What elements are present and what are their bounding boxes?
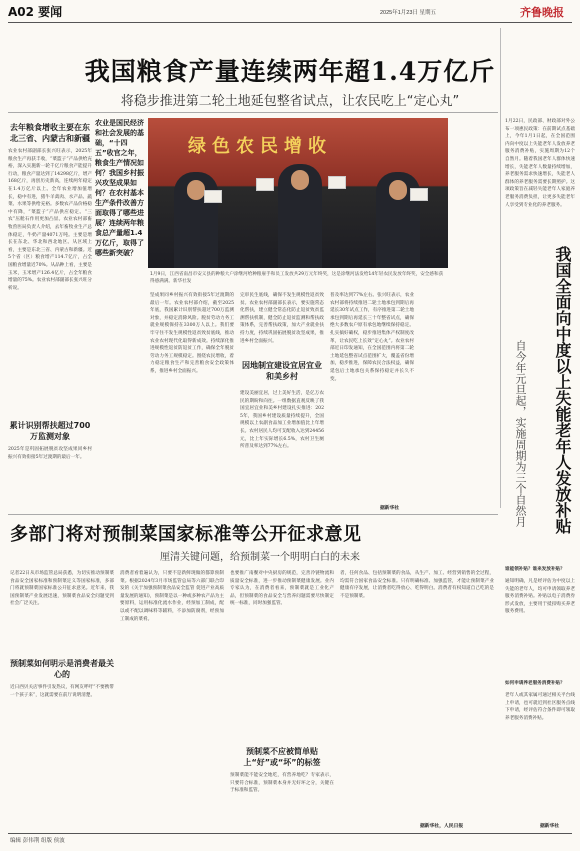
right-headline: 我国全面向中度以上失能老年人发放补贴 [553,246,572,534]
right-qa2: 如何申请养老服务消费补贴？ [505,681,565,686]
second-col3-body2: 预制菜能不能安全地吃，有营养地吃？专家表示，只要符合标准，预制菜本身并无好坏之分，关键在于标准和监管。 [230,773,334,794]
photo-cash-bundle [328,176,346,189]
right-column-divider [500,28,501,508]
second-kicker1: 预制菜如何明示是消费者最关心的 [10,659,114,679]
second-col1-body: 记者22日从市场监管总局获悉，为切实推动预制菜食品安全国家标准和预制菜定义等国家标准，多部门将就预制菜国家标准公开征求意见。近年来，我国预制菜产业发展迅速，预制菜食品安全问题受到社会广泛关注。 [10,571,114,607]
lead-kicker3: 因地制宜建设宜居宜业和美乡村 [242,361,322,381]
right-body2: 通知明确，凡是经评估为中度以上失能的老年人，均可申请领取养老服务消费补贴。补贴以电子消费券形式发放，主要用于抵扣购买养老服务费用。 [505,579,575,615]
lead-sidebox [95,118,145,286]
lead-kicker: 去年粮食增收主要在东北三省、内蒙古和新疆 [10,123,90,143]
photo-caption: 1月9日，江西省南昌市安义县的种粮大户涂继河给种粮雇手和员工发放共29万元年终奖，这是涂继河法发给14年轻农民发放年终奖，安全感和获得感满满。新华社发 [150,272,444,284]
second-col1-body2: 近日西贝关店事件引发热议，有网友呼吁“不要携带一个孩子来”，这就需要在前厅说明清楚。 [10,685,114,698]
photo-cash-bundle [204,190,222,203]
right-qa1: 谁能领补贴？谁来发放补贴？ [505,567,565,572]
second-subhead: 厘清关键问题，给预制菜一个明明白白的未来 [160,552,360,563]
right-signoff: 据新华社 [540,824,560,829]
photo-head [389,180,407,200]
newspaper-logo: 齐鲁晚报 [520,6,564,19]
second-kicker3: 预制菜不应被简单贴上“好”或“坏”的标签 [243,747,321,767]
second-col4-body: 者，任何食品、包括预制菜的食品，从生产、加工、经营到销售的全过程，均需符合国家食品安全标准。只有明确标准、加强监管，才能让预制菜产业健康有序发展，让消费者吃得放心、吃得明白。消费者有权知道自己吃的是不是预制菜。 [340,571,494,599]
second-headline: 多部门将对预制菜国家标准等公开征求意见 [10,524,362,545]
lead-col3-body2: 建设美丽宜居，过上美好生活，是亿万农民的期盼和向往。一组数据直观反映了我国宜居宜业和美乡村建设扎实推进：2025年，我国乡村建设质量持续提升，全国规模以上农副食品加工业增加值比上年增长。农村居民人均可支配收入达到24456元，比上年实际增长6.5%，农村卫生厕所普及率达到77%左右。 [240,391,324,450]
photo-banner: 绿色农民增收 [188,136,332,157]
right-subhead: 自今年元旦起，实施周期为三个自然月 [514,340,527,527]
section-label: A02 要闻 [8,5,63,19]
lead-col3-body: 完审民生底线，确保不发生规模性返贫致贫。农业农村部副部长表示，要实施常态化帮扶，建立健全常态化防止返贫致贫监测帮扶机制，健全防止返贫监测和帮扶政策体系，完善帮扶政策，加大产业就业扶持力度，持续巩固拓展脱贫攻坚成果，推进乡村全面振兴。 [240,293,324,344]
lead-subhead: 将稳步推进第二轮土地延包整省试点，让农民吃上“定心丸” [120,94,460,109]
footer-editors: 编辑 彭伟荆 组版 侯波 [10,838,65,844]
second-story-rule [8,514,498,515]
second-signoff: 据新华社，人民日报 [420,824,464,829]
photo-head [291,170,309,190]
second-col2-body: 消费者看着遍认为，只要不是新鲜现做的都算预制菜。根据2024年3月市场监管总局等六部门联合印发的《关于加强预制菜食品安全监管 促进产业高质量发展的通知》，预制菜是以一种或多种农产品为主要原料，运用标准化流水作业，经预加工制成，配以或不配以调味料等辅料，不添加防腐剂，经预加工制成的菜肴。 [120,571,224,622]
lead-col4-body: 普及率达到77%左右。张兴旺表示，农业农村部将持续推进二轮土地承包到期后再延长30年试点工作，有序推进第二轮土地承包到期后再延长三十年整省试点，确保绝大多数农户原有承包地继续保持稳定。扎实搞好确权，稳步推进集体产权制度改革，让农民吃上长效“定心丸”。农业农村部近日印发通知，在全国范围内将第二轮土地延包整省试点范围扩大，覆盖省份增加，稳步推进，保障农民合法权益，确保延包后土地承包关系保持稳定并长久不变。 [330,293,414,382]
lead-rule [8,112,498,113]
lead-headline: 我国粮食产量连续两年超1.4万亿斤 [84,57,496,86]
sidebox-text: 农业是国民经济和社会发展的基础，“十四五”收官之年，粮食生产情况如何？我国乡村振兴攻坚成果如何？在农村基本生产条件改善方面取得了哪些进展？连续两年粮食总产量超1.4万亿斤，取得了哪些新突破？ [95,119,144,257]
footer-rule [8,833,572,834]
lead-photo [148,118,448,268]
second-col3-body: 也要推广南餐对中央厨房的规范，完善冷链物流和质量安全标准，进一步推动预制菜健康发展。业内专家认为，在消费者看来，预制菜就是工业化产品，但预制菜的食品安全与营养问题需要尽快制定统一标准，同时加强监管。 [230,571,334,607]
header-rule [8,22,572,23]
right-body3: 老年人或其家属可通过相关平台线上申请，也可就近到社区服务点线下申请，经评估符合条件即可领取养老服务消费补贴。 [505,693,575,721]
right-body: 1月22日，民政部、财政部对外公布一项惠民政策：在前期试点基础上，今年1月1日起，在全国范围内向中度以上失能老年人发放养老服务消费补贴，实施周期为12个自然月。随着我国老年人群体快速增长，失能老年人数量持续增加，养老服务需求快速增长，失能老人群体的养老服务需要长期照护。这项政策旨在减轻失能老年人家庭养老服务消费负担，让更多失能老年人享受到专业化的养老服务。 [505,119,575,208]
photo-cash-bundle [256,178,274,191]
lead-col1-body: 农业农村部副部长张兴旺表示，2025年粮食生产再获丰收，“菜篮子”产品供给充裕，深入实施新一轮千亿斤粮食产能提升行动，粮食产量达到了14298亿斤，增产168亿斤，再创历史新高，连续两年稳定在1.4万亿斤以上。全年农业增加值增长，稳中有进，猪牛羊禽肉、水产品、蔬菜、水果等供给充裕。多数农产品价格稳中有降，“菜篮子”产品供应稳定。“三农”压舱石作用更加凸显。农业农村部畜牧兽医局负责人介绍，去年畜牧业生产总体稳定，牛奶产量4071万吨。主要是增长在东北、华北和西北地区。从区域上看，主要是东北三省、内蒙古和新疆。近5个省（区）粮食增产114.7亿斤，占全国粮食增量近70%。从品种上看，主要是玉米，玉米增产126.4亿斤，占全年粮食增量的75%。农业农村部副部长张兴旺分析说。 [8,149,92,291]
lead-kicker2: 累计识别帮扶超过700万监测对象 [9,421,91,441]
photo-cash-bundle [410,188,428,201]
lead-col2-body: 坚成果同乡村振兴有效衔接5年过渡期的最后一年。农业农村部介绍，截至2025年底，我国累计识别帮扶超过700万监测对象，并稳定消除风险。脱贫劳动力务工就业规模保持在3300万人以上。我们要牢守住不发生规模性返贫致贫底线，推动农业农村现代化取得新成效。持续深化推进规模性返贫防返贫工作，确保全年脱贫劳动力务工规模稳定。围绕农民增收，着力稳定粮食生产和完善粮食安全政策体系，推进乡村全面振兴。 [150,293,234,374]
lead-col1-body2: 2025年是巩固拓展脱贫攻坚成果同乡村振兴有效衔接5年过渡期的最后一年。 [8,447,92,460]
lead-signoff: 据新华社 [380,506,400,511]
issue-date: 2025年1月23日 星期五 [380,10,436,16]
photo-head [187,180,205,200]
